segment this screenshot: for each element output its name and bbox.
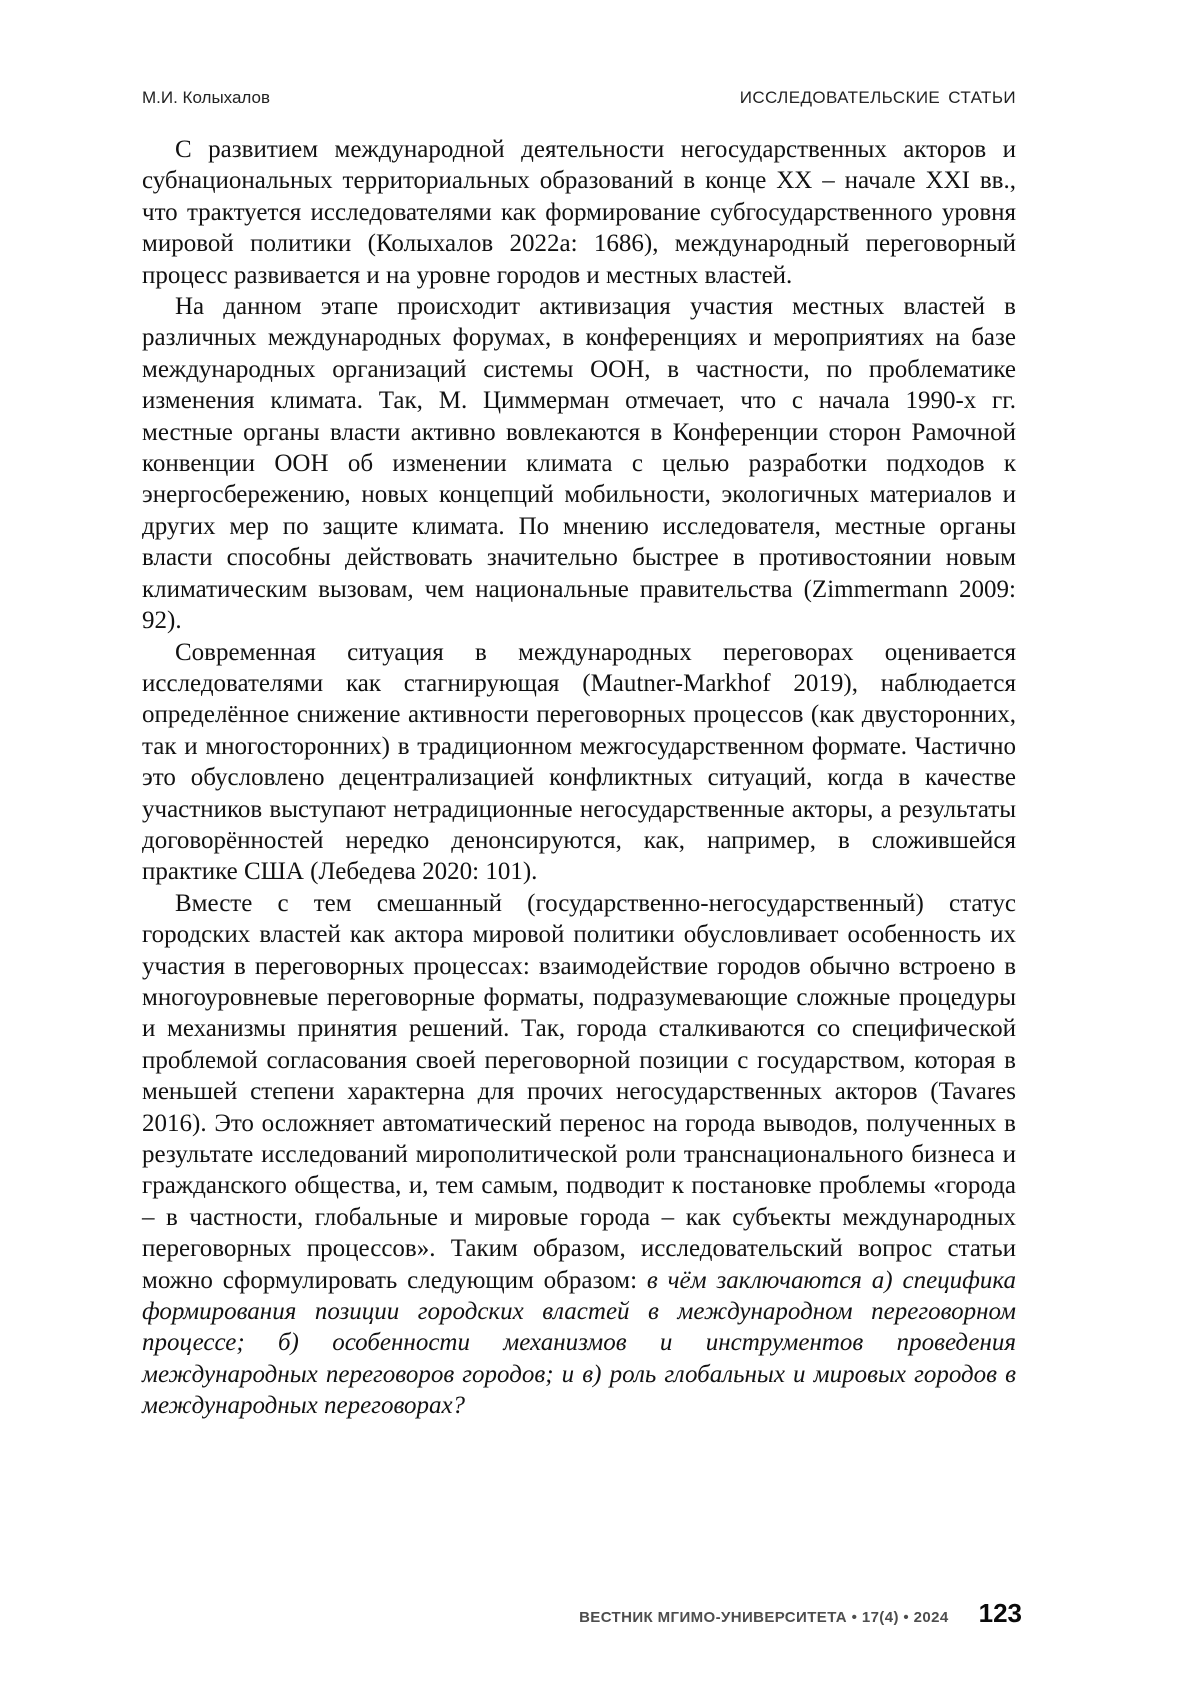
body-paragraph-4 [142,888,1016,1422]
body-paragraph-2: На данном этапе происходит активизация участия местных властей в различных международных форумах, в конференциях и мероприятиях на базе международных организаций системы ООН, в частности, по проблематике изменения климата. Так, М. Циммерман отмечает, что с начала 1990-х гг. местные органы власти активно вовлекаются в Конференции сторон Рамочной конвенции ООН об изменении климата с целью разработки подходов к энергосбережению, новых концепций мобильности, экологичных материалов и других мер по защите климата. По мнению исследователя, местные органы власти способны действовать значительно быстрее в противостоянии новым климатическим вызовам, чем национальные правительства (Zimmermann 2009: 92). [142,293,1016,635]
body-paragraph-4-text: Вместе с тем смешанный (государственно-негосударственный) статус городских властей как актора мировой политики обусловливает особенность их участия в переговорных процессах: взаимодействие городов обычно встроено в многоуровневые переговорные форматы, подразумевающие сложные процедуры и механизмы принятия решений. Так, города сталкиваются со специфической проблемой согласования своей переговорной позиции с государством, которая в меньшей степени характерна для прочих негосударственных акторов (Tavares 2016). Это осложняет автоматический перенос на города выводов, полученных в результате исследований мирополитической роли транснационального бизнеса и гражданского общества, и, тем самым, подводит к постановке проблемы «города – в частности, глобальные и мировые города – как субъекты международных переговорных процессов». Таким образом, исследовательский вопрос статьи можно сформулировать следующим образом: [142,889,1016,1294]
body-paragraph-3: Современная ситуация в международных переговорах оценивается исследователями как стагнирующая (Mautner-Markhof 2019), наблюдается определённое снижение активности переговорных процессов (как двусторонних, так и многосторонних) в традиционном межгосударственном формате. Частично это обусловлено децентрализацией конфликтных ситуаций, когда в качестве участников выступают нетрадиционные негосударственные акторы, а результаты договорённостей нередко денонсируются, как, например, в сложившейся практике США (Лебедева 2020: 101). [142,638,1016,886]
research-question-italic: в чём заключаются а) специфика формирования позиции городских властей в международном переговорном процессе; б) особенности механизмов и инструментов проведения международных переговоров городов; и в) роль глобальных и мировых городов в международных переговорах? [142,1266,1016,1420]
page-footer [142,1598,1022,1629]
page-header [142,88,1016,108]
article-body [142,134,1016,1422]
page-number: 123 [978,1598,1022,1628]
running-head-author: М.И. Колыхалов [142,88,271,107]
body-paragraph-1: С развитием международной деятельности негосударственных акторов и субнациональных территориальных образований в конце XX – начале XXI вв., что трактуется исследователями как формирование субгосударственного уровня мировой политики (Колыхалов 2022а: 1686), международный переговорный процесс развивается и на уровне городов и местных властей. [142,136,1016,289]
running-head-section: ИССЛЕДОВАТЕЛЬСКИЕ СТАТЬИ [739,88,1016,107]
journal-issue-line: ВЕСТНИК МГИМО-УНИВЕРСИТЕТА • 17(4) • 2024 [579,1609,949,1626]
